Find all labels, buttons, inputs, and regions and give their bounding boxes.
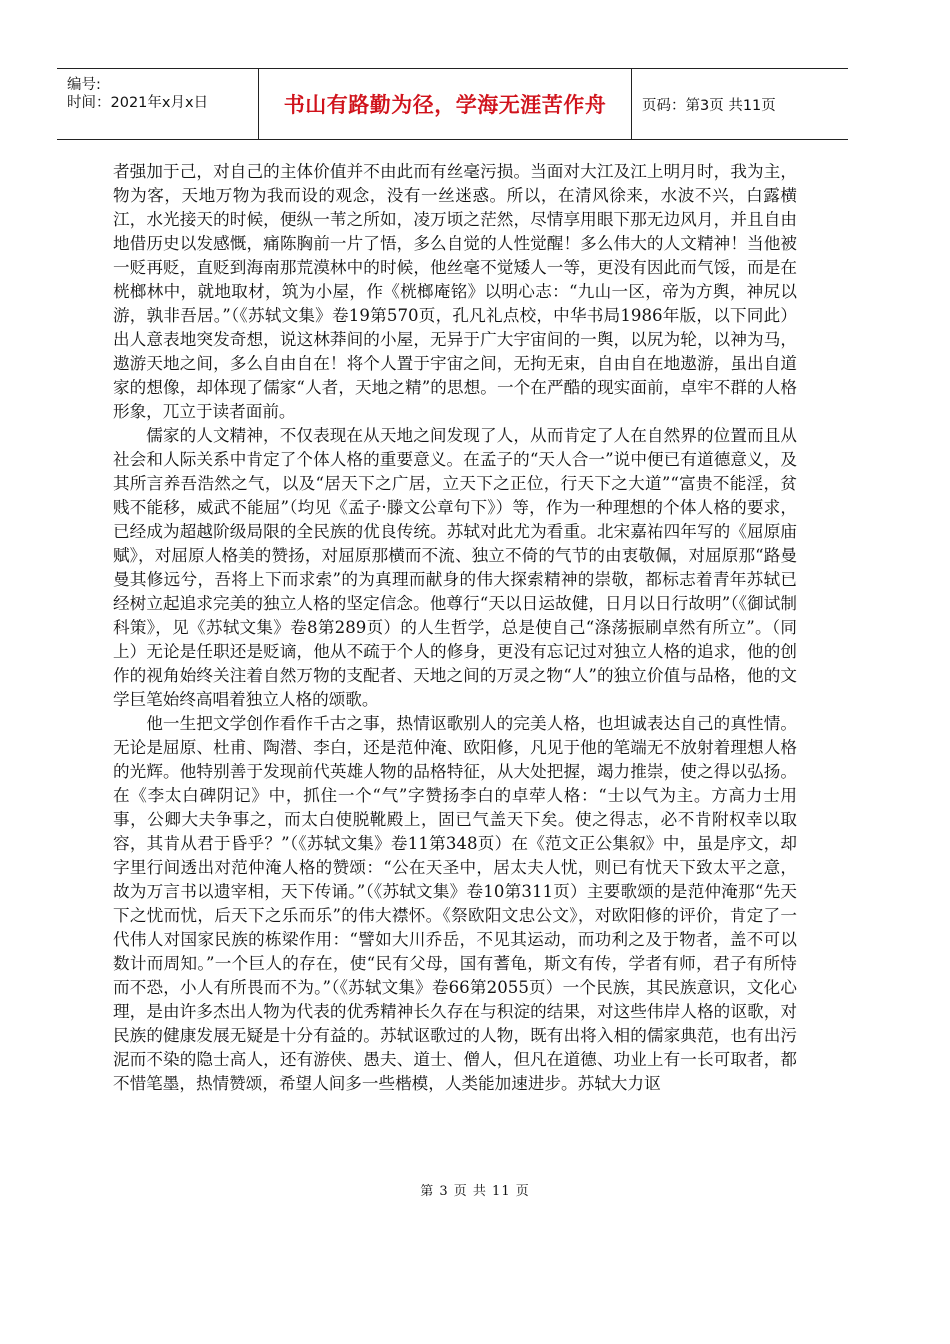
- paragraph: 儒家的人文精神，不仅表现在从天地之间发现了人，从而肯定了人在自然界的位置而且从社会和人际关系中肯定了个体人格的重要意义。在孟子的“天人合一”说中便已有道德意义，及其所言养吾浩然之气，以及“居天下之广居，立天下之正位，行天下之大道”“富贵不能淫，贫贱不能移，威武不能屈”（均见《孟子·滕文公章句下》）等，作为一种理想的个体人格的要求，已经成为超越阶级局限的全民族的优良传统。苏轼对此尤为看重。北宋嘉祐四年写的《屈原庙赋》，对屈原人格美的赞扬，对屈原那横而不流、独立不倚的气节的由衷敬佩，对屈原那“路曼曼其修远兮，吾将上下而求索”的为真理而献身的伟大探索精神的崇敬，都标志着青年苏轼已经树立起追求完美的独立人格的坚定信念。他尊行“天以日运故健，日月以日行故明”（《御试制科策》，见《苏轼文集》卷8第289页）的人生哲学，总是使自己“涤荡振刷卓然有所立”。（同上）无论是任职还是贬谪，他从不疏于个人的修身，更没有忘记过对独立人格的追求，他的创作的视角始终关注着自然万物的支配者、天地之间的万灵之物“人”的独立价值与品格，他的文学巨笔始终高唱着独立人格的颂歌。: [113, 426, 797, 709]
- header-meta: [57, 69, 259, 139]
- header-motto-cell: [259, 69, 632, 139]
- time-label: 时间：2021年x月x日: [67, 95, 209, 111]
- header-page-cell: [632, 69, 848, 139]
- page-footer: 第 3 页 共 11 页: [420, 1184, 530, 1199]
- document-body: [113, 160, 797, 1096]
- page-header: [57, 68, 848, 140]
- paragraph: 者强加于己，对自己的主体价值并不由此而有丝毫污损。当面对大江及江上明月时，我为主，物为客，天地万物为我而设的观念，没有一丝迷惑。所以，在清风徐来，水波不兴，白露横江，水光接天的时候，便纵一苇之所如，凌万顷之茫然，尽情享用眼下那无边风月，并且自由地借历史以发感慨，痛陈胸前一片了悟，多么自觉的人性觉醒！多么伟大的人文精神！当他被一贬再贬，直贬到海南那荒漠林中的时候，他丝毫不觉矮人一等，更没有因此而气馁，而是在桄榔林中，就地取材，筑为小屋，作《桄榔庵铭》以明心志：“九山一区，帝为方舆，神尻以游，孰非吾居。”（《苏轼文集》卷19第570页，孔凡礼点校，中华书局1986年版，以下同此）出人意表地突发奇想，说这林莽间的小屋，无异于广大宇宙间的一舆，以尻为轮，以神为马，遨游天地之间，多么自由自在！将个人置于宇宙之间，无拘无束，自由自在地遨游，虽出自道家的想像，却体现了儒家“人者，天地之精”的思想。一个在严酷的现实面前，卓牢不群的人格形象，兀立于读者面前。: [113, 162, 797, 421]
- page-number-label: 页码：第3页 共11页: [642, 97, 776, 114]
- paragraph: 他一生把文学创作看作千古之事，热情讴歌别人的完美人格，也坦诚表达自己的真性情。无论是屈原、杜甫、陶潜、李白，还是范仲淹、欧阳修，凡见于他的笔端无不放射着理想人格的光辉。他特别善于发现前代英雄人物的品格特征，从大处把握，竭力推崇，使之得以弘扬。在《李太白碑阴记》中，抓住一个“气”字赞扬李白的卓荦人格：“士以气为主。方高力士用事，公卿大夫争事之，而太白使脱靴殿上，固已气盖天下矣。使之得志，必不肯附权幸以取容，其肯从君于昏乎？”（《苏轼文集》卷11第348页）在《范文正公集叙》中，虽是序文，却字里行间透出对范仲淹人格的赞颂：“公在天圣中，居太夫人忧，则已有忧天下致太平之意，故为万言书以遗宰相，天下传诵。”（《苏轼文集》卷10第311页）主要歌颂的是范仲淹那“先天下之忧而忧，后天下之乐而乐”的伟大襟怀。《祭欧阳文忠公文》，对欧阳修的评价，肯定了一代伟人对国家民族的栋梁作用：“譬如大川乔岳，不见其运动，而功利之及于物者，盖不可以数计而周知。”一个巨人的存在，使“民有父母，国有蓍龟，斯文有传，学者有师，君子有所恃而不恐，小人有所畏而不为。”（《苏轼文集》卷66第2055页）一个民族，其民族意识，文化心理，是由许多杰出人物为代表的优秀精神长久存在与积淀的结果，对这些伟岸人格的讴歌，对民族的健康发展无疑是十分有益的。苏轼讴歌过的人物，既有出将入相的儒家典范，也有出污泥而不染的隐士高人，还有游侠、愚夫、道士、僧人，但凡在道德、功业上有一长可取者，都不惜笔墨，热情赞颂，希望人间多一些楷模，人类能加速进步。苏轼大力讴: [113, 714, 797, 1093]
- motto-text: 书山有路勤为径，学海无涯苦作舟: [283, 93, 607, 117]
- number-label: 编号:: [67, 77, 101, 93]
